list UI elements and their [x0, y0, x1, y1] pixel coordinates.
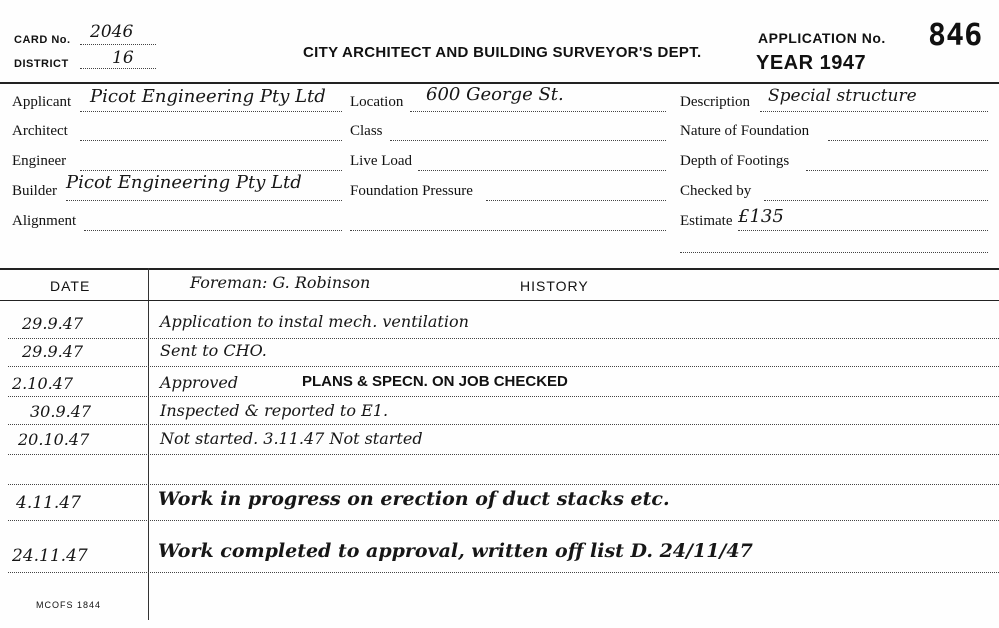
checked-line [764, 200, 988, 201]
row-6-line [8, 520, 999, 521]
location-line [410, 111, 666, 112]
row-1-line [8, 338, 999, 339]
foundation-pressure-label: Foundation Pressure [350, 183, 473, 199]
card-no-label: CARD No. [14, 34, 71, 46]
row-7-date: 24.11.47 [12, 546, 88, 566]
builder-line [66, 200, 342, 201]
estimate-value: £135 [738, 206, 784, 227]
description-label: Description [680, 94, 750, 110]
description-value: Special structure [768, 86, 917, 106]
card-no-value: 2046 [90, 22, 134, 42]
architect-label: Architect [12, 123, 68, 139]
applicant-label: Applicant [12, 94, 72, 110]
history-header-rule [0, 300, 999, 301]
card-no-line [80, 44, 156, 45]
location-label: Location [350, 94, 404, 110]
applicant-value: Picot Engineering Pty Ltd [90, 86, 326, 107]
application-no-value: 846 [928, 18, 983, 53]
row-2-date: 29.9.47 [22, 342, 84, 361]
nature-of-foundation-label: Nature of Foundation [680, 123, 810, 139]
district-line [80, 68, 156, 69]
class-label: Class [350, 123, 383, 139]
alignment-label: Alignment [12, 213, 77, 229]
row-4-line [8, 424, 999, 425]
row-4-date: 30.9.47 [30, 402, 92, 421]
row-2-line [8, 366, 999, 367]
description-line [760, 111, 988, 112]
row-6-entry: Work in progress on erection of duct stacks etc. [158, 488, 670, 510]
district-label: DISTRICT [14, 58, 69, 70]
row-1-entry: Application to instal mech. ventilation [160, 312, 469, 331]
row-1-date: 29.9.47 [22, 314, 84, 333]
row-6-date: 4.11.47 [16, 493, 81, 513]
checked-by-label: Checked by [680, 183, 752, 199]
middle-blank-line [350, 230, 666, 231]
location-value: 600 George St. [426, 84, 564, 105]
application-no-label: APPLICATION No. [758, 30, 886, 46]
live-load-label: Live Load [350, 153, 413, 169]
row-7-line [8, 572, 999, 573]
builder-label: Builder [12, 183, 57, 199]
row-7-entry: Work completed to approval, written off list D. 24/11/47 [158, 540, 753, 562]
history-header: HISTORY [520, 278, 589, 294]
estimate-label: Estimate [680, 213, 733, 229]
depth-of-footings-label: Depth of Footings [680, 153, 790, 169]
date-column-divider [148, 268, 149, 620]
foreman-note: Foreman: G. Robinson [190, 273, 371, 292]
builder-value: Picot Engineering Pty Ltd [66, 172, 302, 193]
year-label: YEAR 1947 [756, 52, 867, 74]
row-3-date: 2.10.47 [12, 374, 74, 393]
right-blank-line [680, 252, 988, 253]
row-3-line [8, 396, 999, 397]
depth-line [806, 170, 988, 171]
row-blank-line [8, 484, 999, 485]
applicant-line [80, 111, 342, 112]
row-5-date: 20.10.47 [18, 430, 90, 449]
nature-line [828, 140, 988, 141]
architect-line [80, 140, 342, 141]
class-line [390, 140, 666, 141]
date-header: DATE [50, 278, 91, 294]
form-code: MCOFS 1844 [36, 600, 102, 610]
row-3-entry: Approved [160, 373, 239, 392]
engineer-label: Engineer [12, 153, 67, 169]
row-2-entry: Sent to CHO. [160, 341, 267, 360]
alignment-line [84, 230, 342, 231]
estimate-line [738, 230, 988, 231]
district-value: 16 [112, 48, 134, 68]
row-3-stamp: PLANS & SPECN. ON JOB CHECKED [302, 373, 568, 390]
history-top-rule [0, 268, 999, 270]
row-5-line [8, 454, 999, 455]
foundation-pressure-line [486, 200, 666, 201]
row-5-entry: Not started. 3.11.47 Not started [160, 429, 423, 448]
engineer-line [80, 170, 342, 171]
row-4-entry: Inspected & reported to E1. [160, 401, 389, 420]
live-load-line [418, 170, 666, 171]
department-title: CITY ARCHITECT AND BUILDING SURVEYOR'S DEPT. [303, 44, 702, 61]
